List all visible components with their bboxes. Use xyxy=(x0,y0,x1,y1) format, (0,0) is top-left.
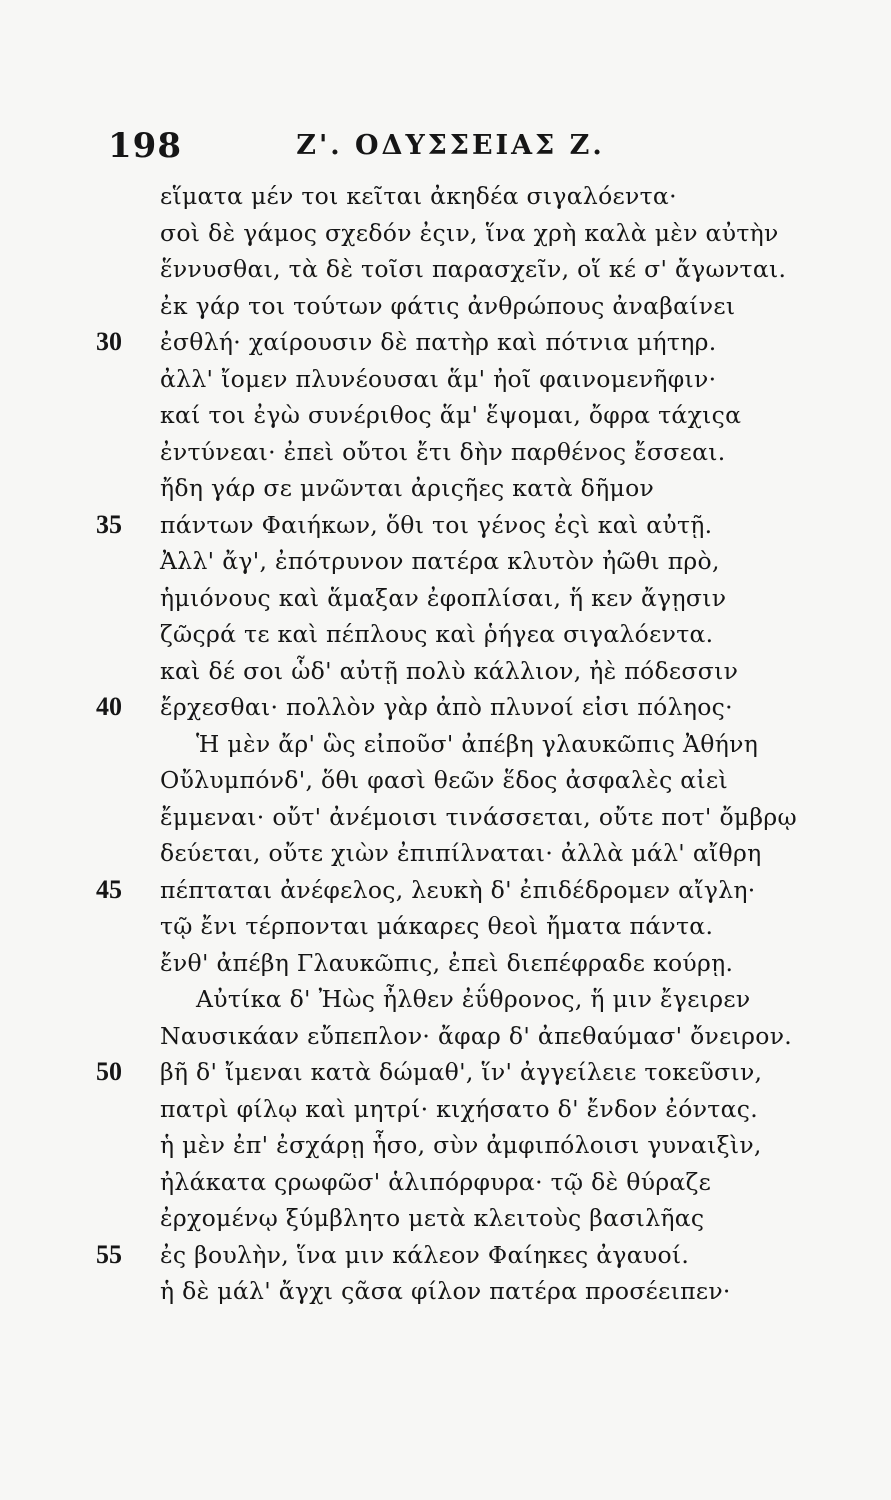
line-number: 55 xyxy=(96,1239,122,1269)
verse-text: βῆ δ' ἴμεναι κατὰ δώμαθ', ἵν' ἀγγείλειε τοκεῦσιν, xyxy=(160,1058,763,1086)
verse-text: ἐς βουλὴν, ἵνα μιν κάλεον Φαίηκες ἀγαυοί. xyxy=(160,1240,690,1269)
line-number: 45 xyxy=(96,874,122,904)
verse-line xyxy=(0,543,891,580)
line-number: 30 xyxy=(96,327,122,356)
verse-text: Ἡ μὲν ἄρ' ὣς εἰποῦσ' ἀπέβη γλαυκῶπις Ἀθήνη xyxy=(196,729,759,758)
verse-text: Αὐτίκα δ' Ἠὼς ἦλθεν ἐΰθρονος, ἥ μιν ἔγειρεν xyxy=(196,985,751,1013)
verse-line xyxy=(0,580,891,617)
verse-line xyxy=(0,1127,891,1164)
verse-text: ἔνθ' ἀπέβη Γλαυκῶπις, ἐπεὶ διεπέφραδε κούρῃ. xyxy=(160,948,734,977)
verse-line xyxy=(0,215,891,252)
verse-text: δεύεται, οὔτε χιὼν ἐπιπίλναται· ἀλλὰ μάλ' αἴθρη xyxy=(160,839,762,867)
verse-line xyxy=(0,616,891,653)
verse-text: καὶ δέ σοι ὧδ' αὐτῇ πολὺ κάλλιον, ἠὲ πόδεσσιν xyxy=(160,656,739,685)
verse-line xyxy=(0,1237,891,1274)
verse-line xyxy=(0,507,891,544)
page-number: 198 xyxy=(108,126,182,166)
verse-text: ἡ μὲν ἐπ' ἐσχάρῃ ἧσο, σὺν ἀμφιπόλοισι γυναιξὶν, xyxy=(160,1131,762,1159)
verse-text: ἠλάκατα ςρωφῶσ' ἁλιπόρφυρα· τῷ δὲ θύραζε xyxy=(160,1167,712,1196)
verse-line xyxy=(0,726,891,763)
verse-line xyxy=(0,1018,891,1055)
verse-text: πάντων Φαιήκων, ὅθι τοι γένος ἐςὶ καὶ αὐτῇ. xyxy=(160,510,713,539)
verse-text: ἔμμεναι· οὔτ' ἀνέμοισι τινάσσεται, οὔτε ποτ' ὄμβρῳ xyxy=(160,802,797,831)
verse-line xyxy=(0,799,891,836)
line-number: 50 xyxy=(96,1057,122,1086)
verse-line xyxy=(0,762,891,799)
verse-line xyxy=(0,324,891,361)
verse-text: ἐσθλή· χαίρουσιν δὲ πατὴρ καὶ πότνια μήτηρ. xyxy=(160,328,717,356)
verse-text: ἡ δὲ μάλ' ἄγχι ςᾶσα φίλον πατέρα προσέειπεν· xyxy=(160,1277,731,1305)
verse-line xyxy=(0,470,891,507)
page-header xyxy=(0,126,891,166)
verse-line xyxy=(0,1273,891,1310)
verse-text: εἵματα μέν τοι κεῖται ἀκηδέα σιγαλόεντα· xyxy=(160,182,677,210)
verse-line xyxy=(0,397,891,434)
line-number: 40 xyxy=(96,692,122,721)
verse-line xyxy=(0,361,891,398)
verse-text: ἐκ γάρ τοι τούτων φάτις ἀνθρώπους ἀναβαίνει xyxy=(160,291,736,320)
verse-line xyxy=(0,653,891,690)
verse-text: τῷ ἔνι τέρπονται μάκαρες θεοὶ ἤματα πάντα. xyxy=(160,912,714,940)
verse-line xyxy=(0,434,891,471)
verse-line xyxy=(0,945,891,982)
verse-text: Ἀλλ' ἄγ', ἐπότρυνον πατέρα κλυτὸν ἠῶθι πρὸ, xyxy=(160,547,720,575)
verse-line xyxy=(0,1164,891,1201)
verse-text: ἔρχεσθαι· πολλὸν γὰρ ἀπὸ πλυνοί εἰσι πόληος· xyxy=(160,693,733,721)
verse-text: πέπταται ἀνέφελος, λευκὴ δ' ἐπιδέδρομεν αἴγλη· xyxy=(160,875,756,904)
verse-line xyxy=(0,908,891,945)
verse-text: καί τοι ἐγὼ συνέριθος ἅμ' ἕψομαι, ὄφρα τάχιςα xyxy=(160,401,742,429)
verse-text: ἀλλ' ἴομεν πλυνέουσαι ἅμ' ἠοῖ φαινομενῆφιν· xyxy=(160,364,717,393)
verse-list xyxy=(0,178,891,1310)
verse-text: σοὶ δὲ γάμος σχεδόν ἐςιν, ἵνα χρὴ καλὰ μὲν αὐτὴν xyxy=(160,218,779,247)
verse-line xyxy=(0,178,891,215)
verse-line xyxy=(0,1200,891,1237)
running-title: Ζ'. ΟΔΥΣΣΕΙΑΣ Ζ. xyxy=(296,130,605,161)
verse-text: ἐντύνεαι· ἐπεὶ οὔτοι ἔτι δὴν παρθένος ἔσσεαι. xyxy=(160,437,726,466)
verse-text: Ναυσικάαν εὔπεπλον· ἄφαρ δ' ἀπεθαύμασ' ὄνειρον. xyxy=(160,1021,793,1050)
verse-line xyxy=(0,835,891,872)
verse-text: ἐρχομένῳ ξύμβλητο μετὰ κλειτοὺς βασιλῆας xyxy=(160,1204,705,1232)
verse-line xyxy=(0,288,891,325)
verse-line xyxy=(0,251,891,288)
verse-text: ἕννυσθαι, τὰ δὲ τοῖσι παρασχεῖν, οἵ κέ σ' ἄγωνται. xyxy=(160,255,787,283)
verse-text: ἡμιόνους καὶ ἅμαξαν ἐφοπλίσαι, ἥ κεν ἄγῃσιν xyxy=(160,583,727,612)
verse-text: ἤδη γάρ σε μνῶνται ἀριςῆες κατὰ δῆμον xyxy=(160,474,655,502)
verse-line xyxy=(0,1054,891,1091)
verse-text: πατρὶ φίλῳ καὶ μητρί· κιχήσατο δ' ἔνδον ἐόντας. xyxy=(160,1094,758,1123)
verse-text: Οὔλυμπόνδ', ὅθι φασὶ θεῶν ἕδος ἀσφαλὲς αἰεὶ xyxy=(160,766,728,794)
line-number: 35 xyxy=(96,509,122,539)
verse-line xyxy=(0,872,891,909)
verse-text: ζῶςρά τε καὶ πέπλους καὶ ῥήγεα σιγαλόεντα. xyxy=(160,620,714,648)
verse-line xyxy=(0,981,891,1018)
verse-line xyxy=(0,689,891,726)
verse-line xyxy=(0,1091,891,1128)
